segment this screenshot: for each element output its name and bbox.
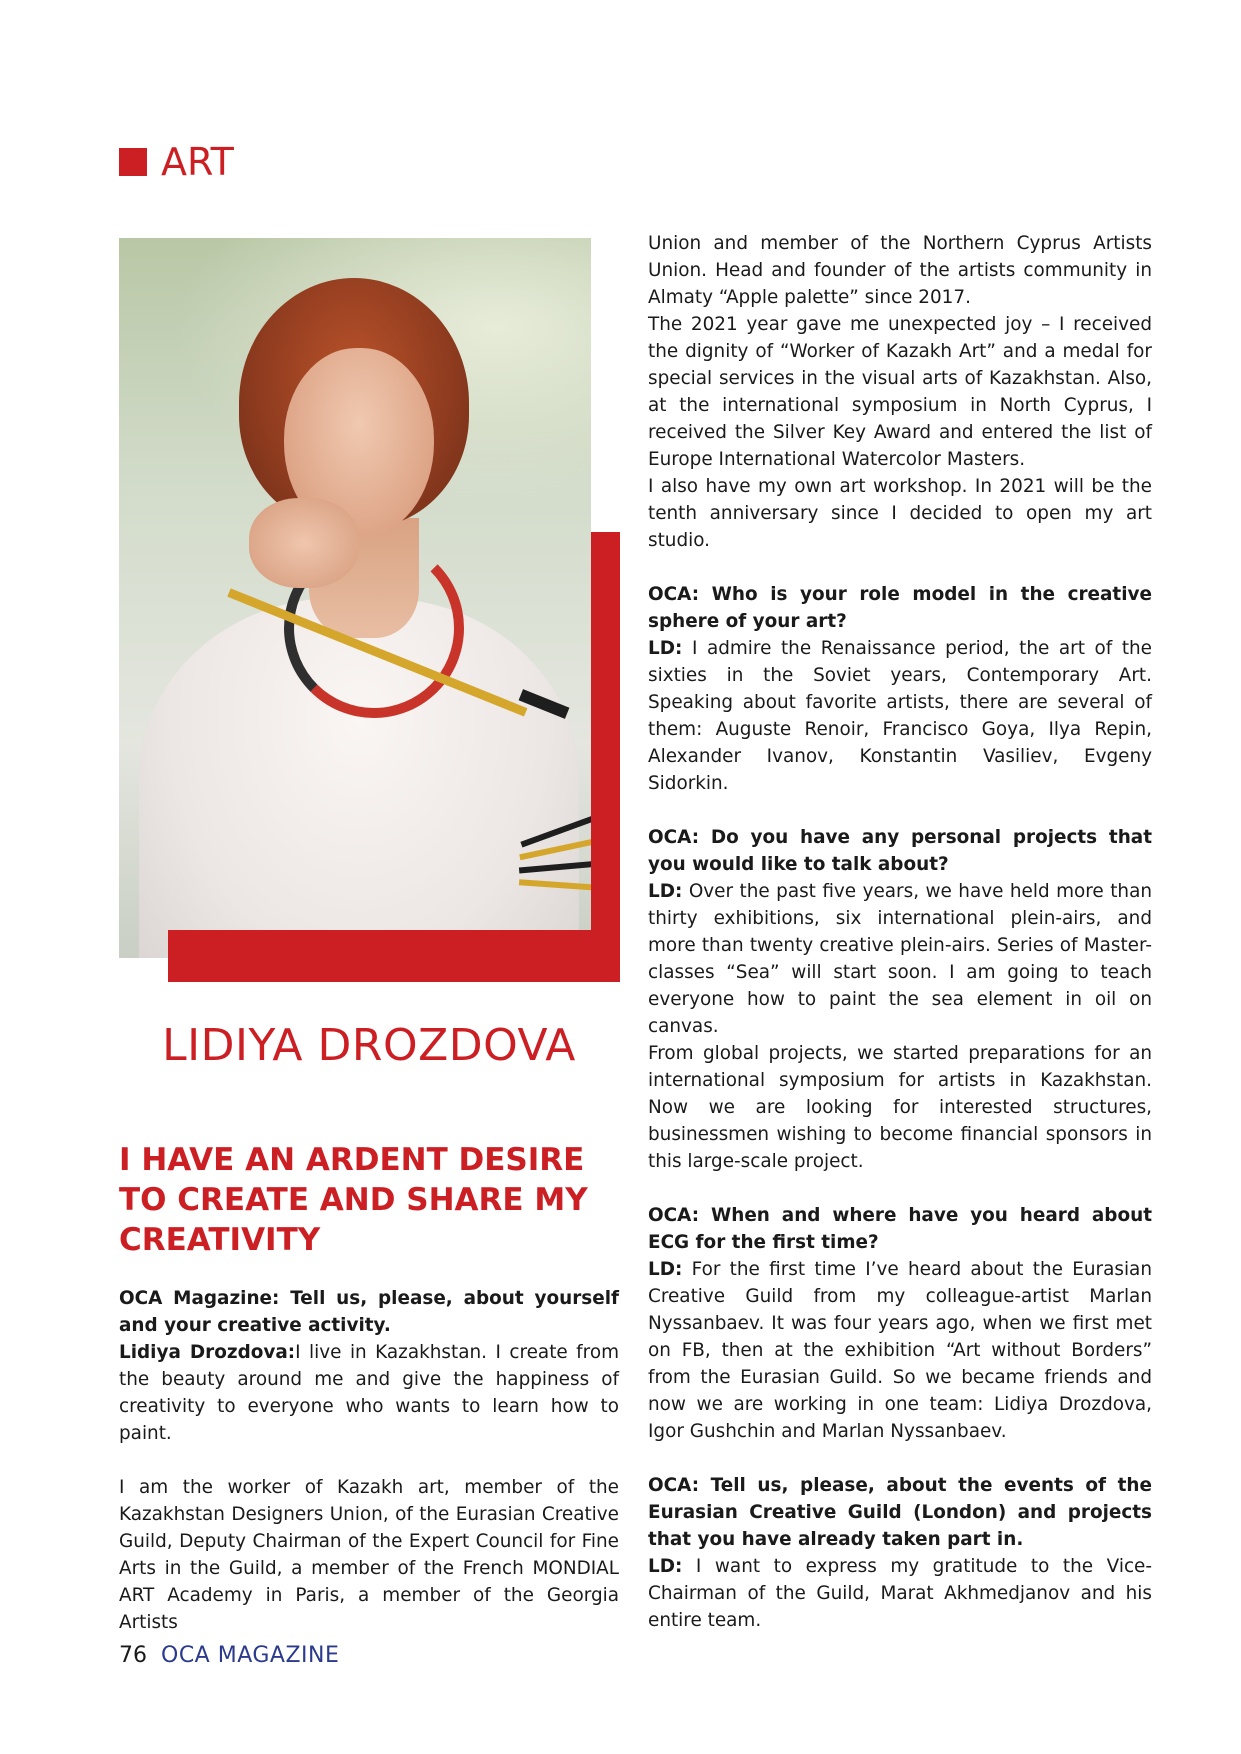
article-headline: I HAVE AN ARDENT DESIRE TO CREATE AND SHARE MY CREATIVITY: [119, 1142, 588, 1258]
paragraph-r1: Union and member of the Northern Cyprus Artists Union. Head and founder of the artists community in Almaty “Apple palette” since 2017.: [648, 233, 1152, 308]
artist-name: LIDIYA DROZDOVA: [162, 1020, 576, 1071]
question-1: OCA Magazine: Tell us, please, about yourself and your creative activity.: [119, 1288, 619, 1336]
paragraph-2: I am the worker of Kazakh art, member of the Kazakhstan Designers Union, of the Eurasian Creative Guild, Deputy Chairman of the Expert Council for Fine Arts in the Guild, a member of the French MONDIAL ART Academy in Paris, a member of the Georgia Artists: [119, 1477, 619, 1633]
ld-label: LD:: [648, 1556, 683, 1577]
section-square-icon: [119, 148, 147, 176]
answer-2: [648, 635, 1152, 797]
ld-label: LD:: [648, 638, 683, 659]
ld-label: LD:: [648, 1259, 683, 1280]
paragraph-r4: From global projects, we started preparations for an international symposium for artists in Kazakhstan. Now we are looking for interested structures, businessmen wishing to become financial sponsors in this large-scale project.: [648, 1043, 1152, 1172]
answer-2-text: I admire the Renaissance period, the art of the sixties in the Soviet years, Contemporary Art. Speaking about favorite artists, there are several of them: Auguste Renoir, Francisco Goya, Ilya Repin, Alexander Ivanov, Konstantin Vasiliev, Evgeny Sidorkin.: [648, 638, 1152, 794]
question-3: OCA: Do you have any personal projects that you would like to talk about?: [648, 827, 1152, 875]
ld-label: LD:: [648, 881, 683, 902]
answer-1-text: I live in Kazakhstan. I create from the beauty around me and give the happiness of creativity to everyone who wants to learn how to paint.: [119, 1342, 619, 1444]
red-frame-horizontal: [168, 930, 620, 982]
answer-1: [119, 1339, 619, 1447]
paragraph-r2: The 2021 year gave me unexpected joy – I received the dignity of “Worker of Kazakh Art” and a medal for special services in the visual arts of Kazakhstan. Also, at the international symposium in North Cyprus, I received the Silver Key Award and entered the list of Europe International Watercolor Masters.: [648, 314, 1152, 470]
answer-3: [648, 878, 1152, 1040]
question-5: OCA: Tell us, please, about the events of the Eurasian Creative Guild (London) and projects that you have already taken part in.: [648, 1475, 1152, 1550]
section-label: ART: [161, 140, 234, 184]
right-column: [648, 230, 1152, 1634]
question-4: OCA: When and where have you heard about ECG for the first time?: [648, 1205, 1152, 1253]
page-footer: [119, 1643, 339, 1668]
page-number: 76: [119, 1643, 147, 1668]
answer-4-text: For the first time I’ve heard about the Eurasian Creative Guild from my colleague-artist Marlan Nyssanbaev. It was four years ago, when we first met on FB, then at the exhibition “Art without Borders” from the Eurasian Guild. So we became friends and now we are working in one team: Lidiya Drozdova, Igor Gushchin and Marlan Nyssanbaev.: [648, 1259, 1152, 1442]
answer-5: [648, 1553, 1152, 1634]
answer-3-text: Over the past five years, we have held more than thirty exhibitions, six international plein-airs, and more than twenty creative plein-airs. Series of Master-classes “Sea” will start soon. I am going to teach everyone how to paint the sea element in oil on canvas.: [648, 881, 1152, 1037]
answer-1-label: Lidiya Drozdova:: [119, 1342, 296, 1363]
artist-photo: [119, 238, 591, 958]
section-tag: [119, 140, 234, 184]
question-2: OCA: Who is your role model in the creative sphere of your art?: [648, 584, 1152, 632]
answer-4: [648, 1256, 1152, 1445]
left-column: [119, 1285, 619, 1636]
magazine-name: OCA MAGAZINE: [161, 1643, 340, 1668]
answer-5-text: I want to express my gratitude to the Vice-Chairman of the Guild, Marat Akhmedjanov and his entire team.: [648, 1556, 1152, 1631]
paragraph-r3: I also have my own art workshop. In 2021 will be the tenth anniversary since I decided to open my art studio.: [648, 476, 1152, 551]
